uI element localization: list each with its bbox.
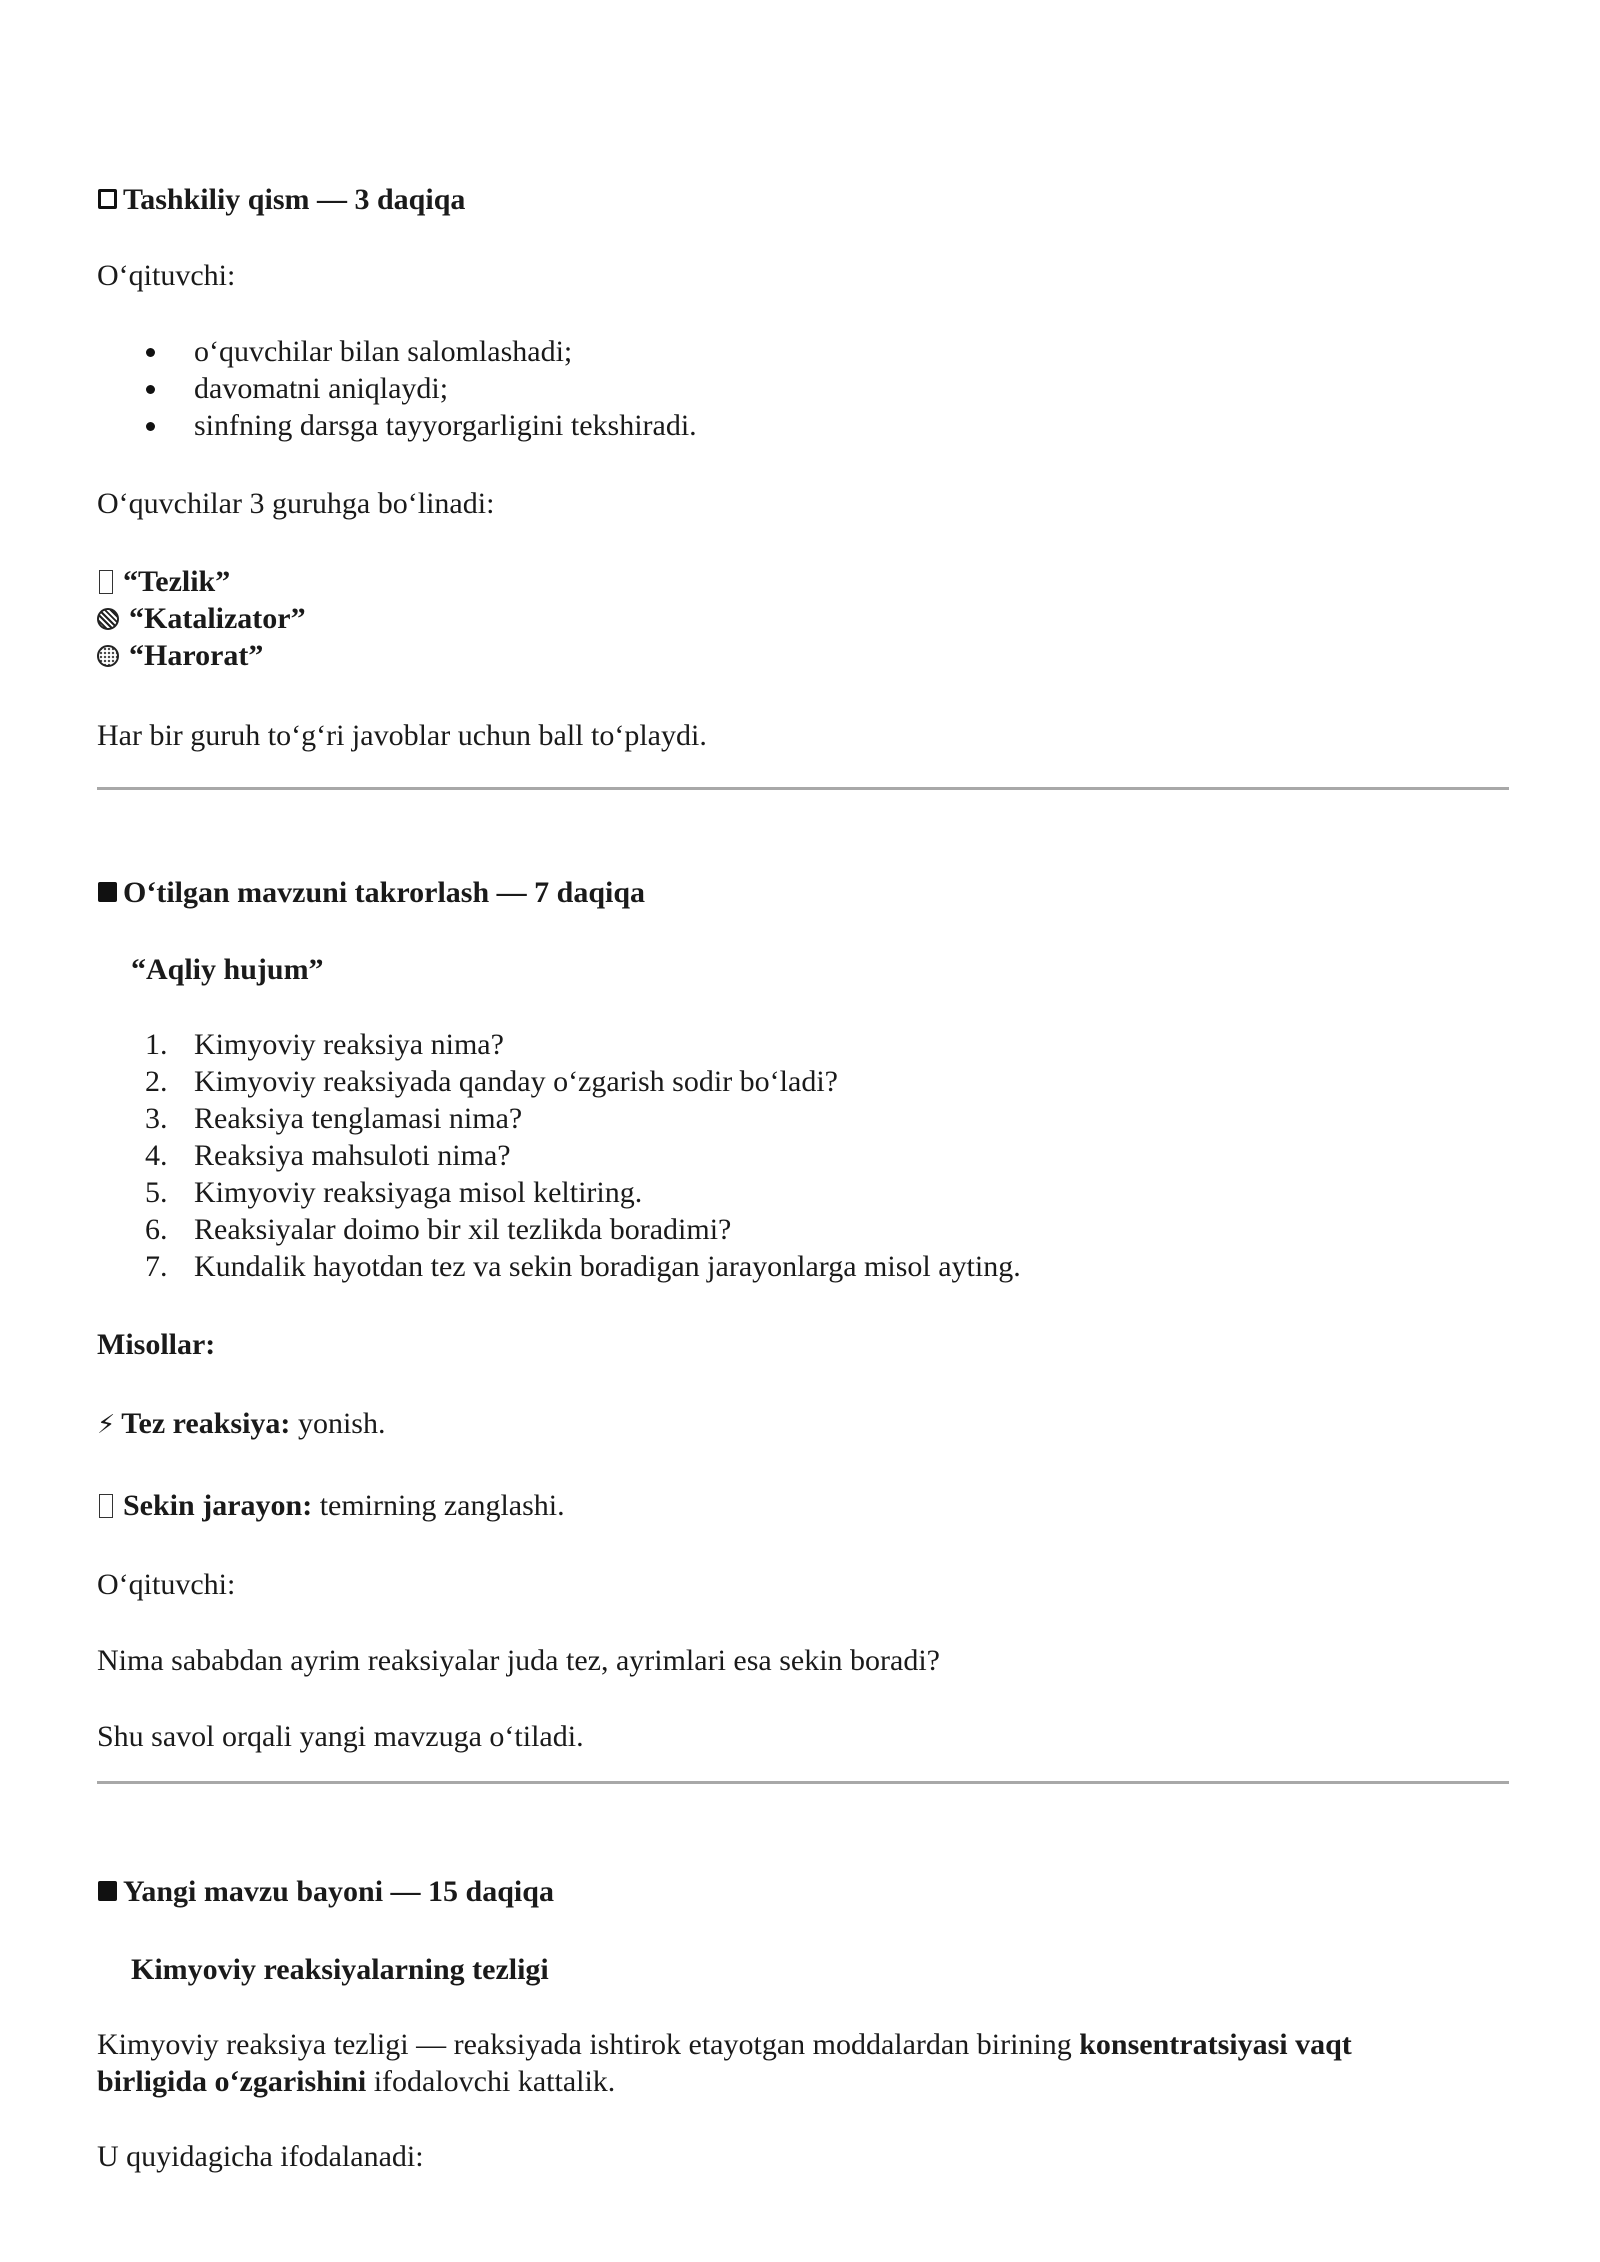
topic-title: Kimyoviy reaksiyalarning tezligi [131,1953,549,1986]
hatched-circle-icon [97,608,119,630]
list-item: 5. Kimyoviy reaksiyaga misol keltiring. [145,1176,643,1209]
empty-box-icon [99,570,113,594]
group-name: “Tezlik” [123,565,231,598]
question-list [97,1026,1509,1285]
dotted-circle-icon [97,645,119,667]
scoring-note: Har bir guruh to‘g‘ri javoblar uchun ball to‘playdi. [97,719,707,752]
keycap-one-icon [97,187,121,213]
section-divider [97,1781,1509,1784]
list-item: 4. Reaksiya mahsuloti nima? [145,1139,511,1172]
list-item: 2. Kimyoviy reaksiyada qanday o‘zgarish sodir bo‘ladi? [145,1065,838,1098]
list-item: 6. Reaksiyalar doimo bir xil tezlikda boradimi? [145,1213,732,1246]
list-item: 7. Kundalik hayotdan tez va sekin boradigan jarayonlarga misol ayting. [145,1250,1021,1283]
examples-label: Misollar: [97,1328,216,1361]
section-1-heading [97,181,1509,218]
teacher-label-2: O‘qituvchi: [97,1568,236,1601]
keycap-three-icon [97,1879,121,1905]
section-3-title: Yangi mavzu bayoni — 15 daqiqa [123,1875,554,1908]
section-3-heading [97,1873,1509,1910]
list-item: 1. Kimyoviy reaksiya nima? [145,1028,504,1061]
list-item: 3. Reaksiya tenglamasi nima? [145,1102,523,1135]
definition-paragraph: Kimyoviy reaksiya tezligi — reaksiyada ishtirok etayotgan moddalardan birining konsentratsiyasi vaqt birligida o‘zgarishini ifodalovchi kattalik. [97,2028,1352,2098]
group-name: “Katalizator” [129,602,306,635]
teacher-label-1: O‘qituvchi: [97,259,236,292]
group-list [97,563,1509,674]
group-item [97,600,1509,637]
section-2-heading [97,874,1509,911]
method-title: “Aqliy hujum” [131,953,324,986]
fast-reaction-example: ⚡ Tez reaksiya: yonish. [97,1405,1509,1444]
list-item: sinfning darsga tayyorgarligini tekshiradi. [97,407,1509,444]
list-item: davomatni aniqlaydi; [97,370,1509,407]
list-item: o‘quvchilar bilan salomlashadi; [97,333,1509,370]
keycap-two-icon [97,880,121,906]
groups-intro: O‘quvchilar 3 guruhga bo‘linadi: [97,487,495,520]
section-divider [97,787,1509,790]
group-item [97,563,1509,600]
group-item [97,637,1509,674]
lightning-icon: ⚡ [97,1410,116,1440]
section-1-title: Tashkiliy qism — 3 daqiqa [123,183,466,216]
slow-process-example: Sekin jarayon: temirning zanglashi. [97,1487,1509,1524]
teacher-question: Nima sababdan ayrim reaksiyalar juda tez, ayrimlari esa sekin boradi? [97,1644,940,1677]
transition-note: Shu savol orqali yangi mavzuga o‘tiladi. [97,1720,584,1753]
expression-intro: U quyidagicha ifodalanadi: [97,2140,424,2173]
section-2-title: O‘tilgan mavzuni takrorlash — 7 daqiqa [123,876,646,909]
teacher-task-list [97,333,1509,444]
group-name: “Harorat” [129,639,264,672]
empty-box-icon [99,1494,113,1518]
